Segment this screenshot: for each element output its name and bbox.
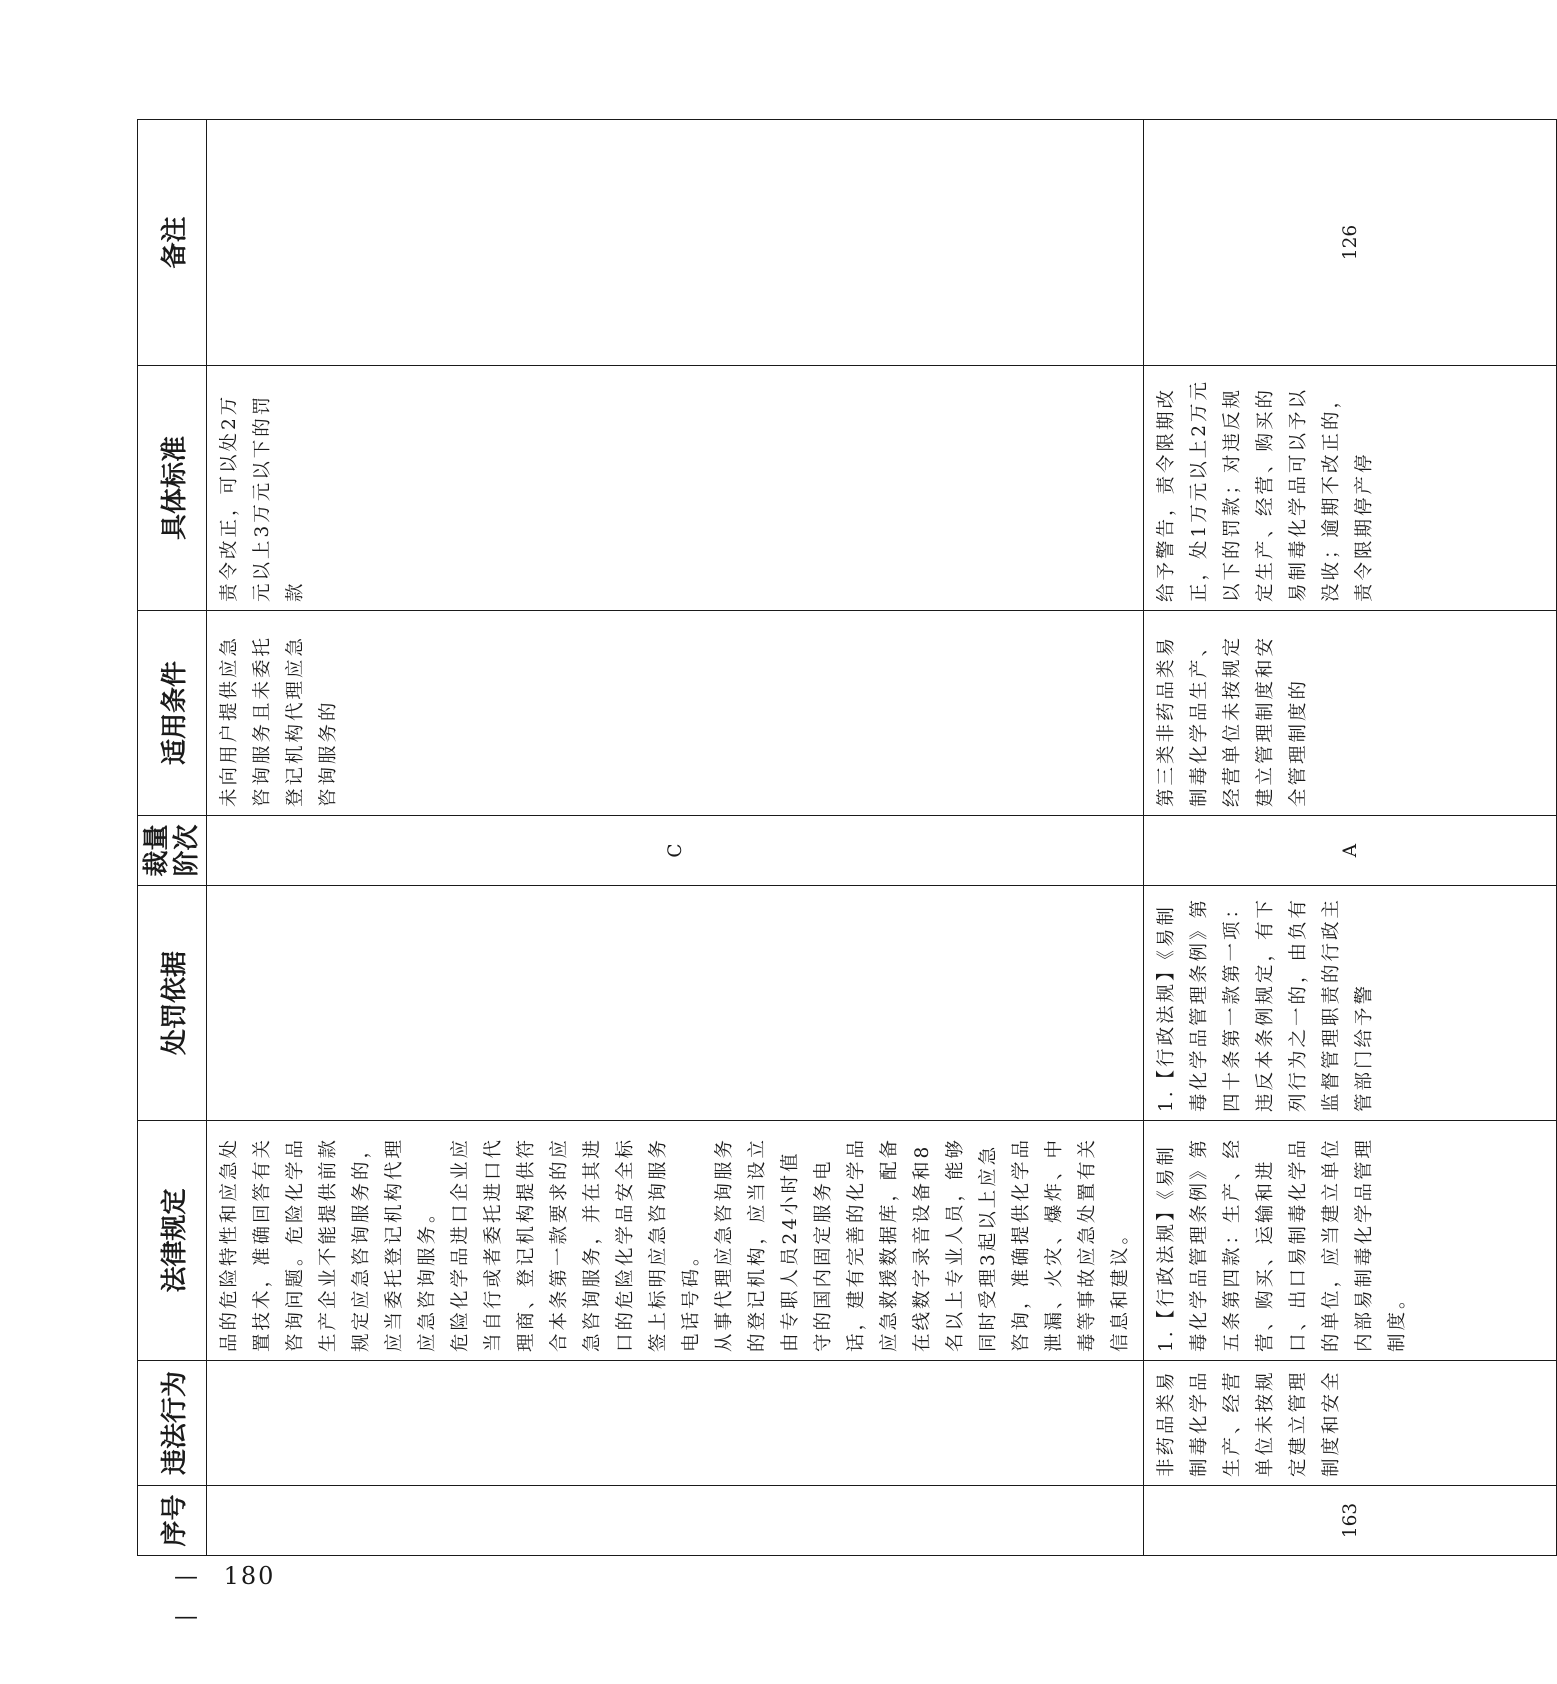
cell-violation: 非药品类易制毒化学品生产、经营单位未按规定建立管理制度和安全 (1144, 1361, 1557, 1486)
law-paragraph: 1.【行政法规】《易制毒化学品管理条例》第五条第四款：生产、经营、购买、运输和进口、出口易制毒化学品的单位，应当建立单位内部易制毒化学品管理制度。 (1156, 1136, 1408, 1352)
cell-basis: 1.【行政法规】《易制毒化学品管理条例》第四十条第一款第一项：违反本条例规定，有下列行为之一的，由负有监督管理职责的行政主管部门给予警 (1144, 886, 1557, 1121)
law-paragraph: 从事代理应急咨询服务的登记机构，应当设立由专职人员24小时值守的国内固定服务电话，建有完善的化学品应急救援数据库，配备在线数字录音设备和8名以上专业人员，能够同时受理3起以上应急咨询，准确提供化学品泄漏、火灾、爆炸、中毒等事故应急处置有关信息和建议。 (714, 1136, 1131, 1352)
law-paragraph: 危险化学品进口企业应当自行或者委托进口代理商、登记机构提供符合本条第一款要求的应急咨询服务，并在其进口的危险化学品安全标签上标明应急咨询服务电话号码。 (450, 1136, 702, 1352)
cell-remark (207, 120, 1144, 366)
cell-standard: 责令改正，可以处2万元以上3万元以下的罚款 (207, 366, 1144, 611)
cell-basis (207, 886, 1144, 1121)
header-violation: 违法行为 (138, 1361, 207, 1486)
header-condition: 适用条件 (138, 611, 207, 816)
cell-violation (207, 1361, 1144, 1486)
header-law: 法律规定 (138, 1121, 207, 1361)
cell-level: C (207, 816, 1144, 886)
cell-level: A (1144, 816, 1557, 886)
header-standard: 具体标准 (138, 366, 207, 611)
header-row (138, 120, 207, 1556)
page-dash-right: — (174, 1602, 200, 1630)
law-paragraph: 品的危险特性和应急处置技术，准确回答有关咨询问题。危险化学品生产企业不能提供前款规定应急咨询服务的，应当委托登记机构代理应急咨询服务。 (219, 1136, 438, 1352)
page-dash-left: — (174, 1562, 200, 1590)
rotated-table-wrapper (137, 120, 1408, 1556)
cell-condition: 第三类非药品类易制毒化学品生产、经营单位未按规定建立管理制度和安全管理制度的 (1144, 611, 1557, 816)
table-frame (137, 120, 1408, 1556)
header-level: 裁量阶次 (138, 816, 207, 886)
page-number (174, 1556, 324, 1630)
table-row (207, 120, 1144, 1556)
cell-seq: 163 (1144, 1486, 1557, 1556)
header-seq: 序号 (138, 1486, 207, 1556)
header-basis: 处罚依据 (138, 886, 207, 1121)
penalty-table (137, 119, 1557, 1556)
header-remark: 备注 (138, 120, 207, 366)
cell-condition: 未向用户提供应急咨询服务且未委托登记机构代理应急咨询服务的 (207, 611, 1144, 816)
table-row (1144, 120, 1557, 1556)
cell-law (1144, 1121, 1557, 1361)
cell-seq (207, 1486, 1144, 1556)
cell-law (207, 1121, 1144, 1361)
cell-remark: 126 (1144, 120, 1557, 366)
page-number-value: 180 (223, 1562, 276, 1590)
cell-standard: 给予警告，责令限期改正，处1万元以上2万元以下的罚款；对违反规定生产、经营、购买的易制毒化学品可以予以没收；逾期不改正的，责令限期停产停 (1144, 366, 1557, 611)
